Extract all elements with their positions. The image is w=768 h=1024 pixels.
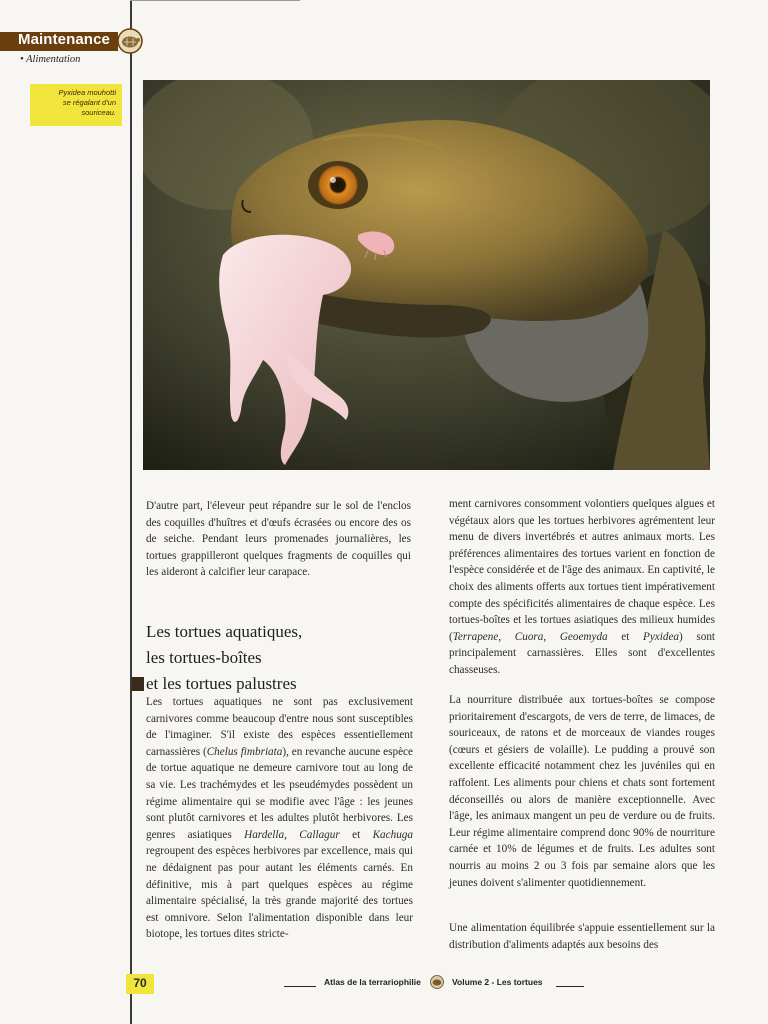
heading-line: Les tortues aquatiques, [146, 622, 303, 641]
turtle-photo-illustration [143, 80, 710, 470]
section-title: Maintenance [18, 31, 110, 48]
footer-volume: Volume 2 - Les tortues [452, 977, 543, 987]
turtle-photo [143, 80, 710, 470]
text-run: et [607, 630, 643, 643]
genus-name: Terrapene [452, 630, 499, 643]
photo-caption [30, 84, 122, 126]
heading-line: les tortues-boîtes [146, 648, 262, 667]
tortoise-logo-icon [117, 28, 143, 54]
body-paragraph-right-2: La nourriture distribuée aux tortues-boîtes se compose prioritairement d'escargots, de vers de terre, de limaces, de souriceaux, de ratons et de morceaux de viandes rouges (cœurs et gésiers de volaille). Le pudding a prouvé son excellente efficacité notamment chez les juvéniles qui en raffolent. Les aliments pour chiens et chats sont fortement déconseillés ou alors de manière exceptionnelle. Avec l'âge, les animaux mangent un peu de verdure ou de fruits. Leur régime alimentaire comprend donc 90% de nourriture carnée et 10% de légumes et de fruits. Les adultes sont nourris au moins 2 ou 3 fois par semaine alors que les jeunes doivent s'alimenter quotidiennement. [449, 694, 715, 889]
body-paragraph-left [146, 694, 413, 943]
body-paragraph-right-3: Une alimentation équilibrée s'appuie essentiellement sur la distribution d'aliments adaptés aux besoins des [449, 922, 715, 951]
tortoise-footer-icon [430, 975, 444, 989]
caption-line: souriceau. [81, 108, 116, 117]
heading-line: et les tortues palustres [146, 674, 297, 693]
text-run: , [543, 630, 560, 643]
caption-line: Pyxidea mouhotti [58, 88, 116, 97]
genus-name: Callagur [299, 828, 340, 841]
section-heading [146, 619, 416, 697]
genus-name: Geoemyda [559, 630, 608, 643]
heading-marker [132, 677, 144, 691]
genus-name: Hardella [244, 828, 285, 841]
text-run: regroupent des espèces herbivores par excellence, mais qui ne dédaignent pas pour autant les éléments carnés. En définitive, mis à part quelques espèces au régime alimentaire spécialisé, la très grande majorité des tortues est omnivore. Selon l'alimentation disponible dans leur biotope, les tortues dites stricte- [146, 845, 413, 941]
text-run: ) sont principalement carnassières. Elles sont d'excellentes chasseuses. [449, 630, 716, 676]
footer-rule-right [556, 986, 584, 987]
footer-book-title: Atlas de la terrariophilie [324, 977, 421, 987]
genus-name: Cuora [514, 630, 544, 643]
species-name: Chelus fimbriata [206, 745, 283, 758]
vertical-rule [130, 0, 132, 1024]
genus-name: Kachuga [372, 828, 413, 841]
body-paragraph-right-1 [449, 496, 715, 679]
footer-rule-left [284, 986, 316, 987]
intro-paragraph: D'autre part, l'éleveur peut répandre sur le sol de l'enclos des coquilles d'huîtres et d'œufs écrasées ou encore des os de seiche. Pendant leurs promenades journalières, les tortues grappilleront quelques fragments de coquilles qui les aideront à calcifier leur carapace. [146, 500, 411, 579]
text-run: Les tortues aquatiques ne sont pas exclusivement carnivores comme beaucoup d'entre nous sont susceptibles de l'imaginer. S'il existe des espèces essentiellement carnassières ( [146, 696, 413, 758]
genus-name: Pyxidea [643, 630, 680, 643]
top-rule [130, 0, 300, 1]
subsection-label: • Alimentation [20, 54, 81, 65]
text-run: , [284, 828, 300, 841]
text-run: , [498, 630, 515, 643]
caption-line: se régalant d'un [62, 98, 116, 107]
text-run: ), en revanche aucune espèce de tortue aquatique ne demeure carnivore tout au long de sa vie. Les trachémydes et les pseudémydes possèdent un régime alimentaire qui se modifie avec l'âge : les jeunes sont plutôt carnivores et les adultes plutôt herbivores. Les genres asiatiques [146, 745, 413, 841]
text-run: et [339, 828, 373, 841]
text-run: ment carnivores consomment volontiers quelques algues et végétaux alors que les tortues herbivores agrémentent leur menu de divers invertébrés et autres animaux morts. Les préférences alimentaires des tortues varient en fonction de l'espèce considérée et de l'âge des animaux. En captivité, le choix des aliments offerts aux tortues tient impérativement compte des spécificités alimentaires de chaque espèce. Les tortues-boîtes et les tortues asiatiques des milieux humides ( [449, 498, 715, 643]
page-number: 70 [133, 976, 147, 990]
